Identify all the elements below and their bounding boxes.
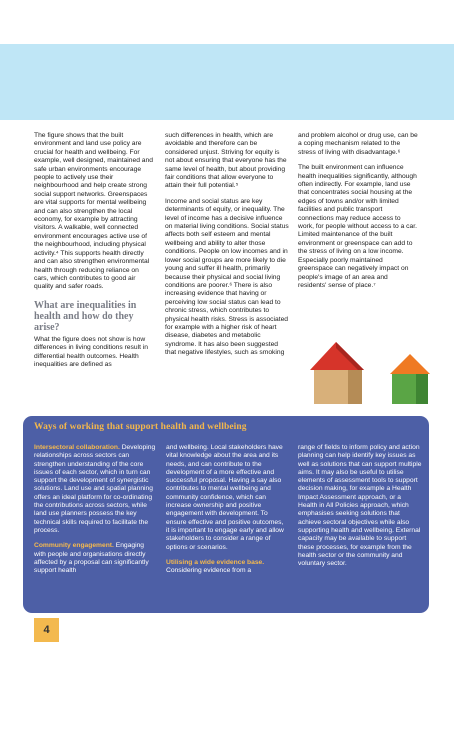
section-heading: What are inequalities in health and how do they arise?: [34, 299, 137, 333]
intro-paragraph-4: Income and social status are key determinants of equity, or inequality. The level of income has a decisive influence on material living conditions. Social status affects both self esteem and mental wellbeing and ability to alter those conditions. People on low incomes and in lower social groups are more likely to die young and suffer ill health, primarily because their physical and social living conditions are poorer.⁶ There is also increasing evidence that having or perceiving low social status can lead to chronic stress, which contributes to physical health risks. Stress is associated for example with a higher risk of heart disease, diabetes and metabolic syndrome. It has also been suggested that negative lifestyles, such as smoking: [165, 197, 289, 357]
panel-column-1: [34, 444, 156, 582]
page-number: 4: [34, 618, 59, 642]
panel-col2-paragraph: and wellbeing. Local stakeholders have vital knowledge about the area and its needs, and can contribute to the development of a more effective and successful proposal. Having a say also contributes to mental wellbeing and community confidence, which can increase ownership and positive engagement with development. To ensure effective and positive outcomes, it is important to engage early and allow stakeholders to consider a range of options or scenarios.: [166, 444, 284, 551]
ways-of-working-panel: [23, 416, 429, 613]
panel-column-2: [166, 444, 288, 582]
intro-paragraph-1: The figure shows that the built environment and land use policy are crucial for health and wellbeing. For example, well designed, maintained and safe urban environments encourage people to actively use their neighbourhood and help create strong social support networks. Greenspaces are vital supports for mental wellbeing and can also strengthen the local economy, for example by attracting visitors. A walkable, well connected environment encourages active use of the neighbourhood, including physical activity.⁴ This supports health directly and can also strengthen environmental health through reducing reliance on cars, which contributes to good air quality and safer roads.: [34, 132, 153, 291]
right-house-roof: [390, 354, 430, 374]
left-house-side: [348, 370, 362, 404]
intersectoral-label: Intersectoral collaboration.: [34, 444, 120, 451]
text-column-3: [298, 132, 418, 297]
intro-paragraph-2: What the figure does not show is how differences in living conditions result in differential health outcomes. Health inequalities are defined as: [34, 335, 148, 368]
text-column-2: [165, 132, 289, 365]
header-banner: [0, 44, 454, 120]
intersectoral-paragraph: [34, 444, 156, 535]
intro-paragraph-5: and problem alcohol or drug use, can be a coping mechanism related to the stress of living with disadvantage.⁶: [298, 132, 418, 156]
intersectoral-text: Developing relationships across sectors can strengthen understanding of the core issues of each sector, which in turn can support the development of synergistic solutions. Land use and spatial planning offers an ideal platform for co-ordinating the contributions across sectors, while land use planners possess the key technical skills required to facilitate the process.: [34, 444, 156, 534]
intro-paragraph-6: The built environment can influence health inequalities significantly, although often indirectly. For example, land use that concentrates social housing at the edges of towns and/or with limited facilities and public transport connections may reduce access to work, for people without access to a car. Limited maintenance of the built environment or greenspace can add to the stress of living on a low income. Especially poorly maintained greenspace can negatively impact on people's image of an area and residents' sense of place.⁷: [298, 164, 417, 289]
evidence-label: Utilising a wide evidence base.: [166, 558, 265, 566]
community-label: Community engagement.: [34, 542, 114, 550]
text-column-1: [34, 132, 154, 376]
evidence-text: Considering evidence from a: [166, 567, 252, 575]
panel-title: Ways of working that support health and wellbeing: [34, 422, 247, 432]
panel-col3-paragraph: range of fields to inform policy and action planning can help identify key issues as well as solutions that can support multiple aims. It may also be useful to utilise elements of assessment tools to support decision making, for example a Health Impact Assessment approach, or a Health in All Policies approach, which emphasises seeking solutions that achieve sectoral objectives while also supporting health and wellbeing. External capacity may be available to support these processes, for example from the health sector or the community and voluntary sector.: [298, 444, 422, 568]
community-paragraph: [34, 542, 156, 575]
intro-paragraph-3: such differences in health, which are avoidable and therefore can be considered unjust. Striving for equity is not about ensuring that everyone has the same level of health, but about providing fair conditions that allow everyone to attain their full potential.⁵: [165, 132, 287, 190]
right-house-side: [416, 374, 428, 404]
community-text: Engaging with people and organisations directly affected by a proposal can significantly support health: [34, 542, 149, 575]
panel-column-3: [298, 444, 422, 575]
toy-houses-image: [306, 328, 436, 408]
evidence-paragraph: [166, 559, 288, 576]
